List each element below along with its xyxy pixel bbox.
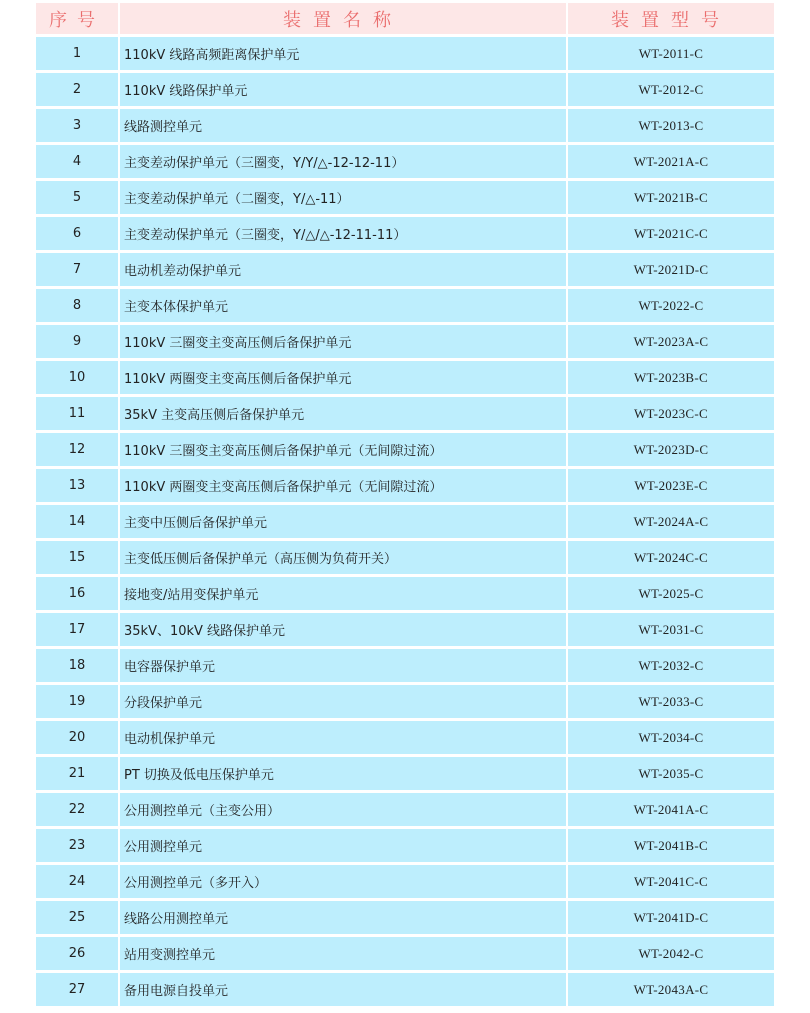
table-row xyxy=(36,73,774,106)
table-row xyxy=(36,433,774,466)
row-device-name: 35kV、10kV 线路保护单元 xyxy=(118,613,566,646)
table-row xyxy=(36,829,774,862)
table-row xyxy=(36,757,774,790)
row-device-model: WT-2024C-C xyxy=(566,541,774,574)
row-device-name: 站用变测控单元 xyxy=(118,937,566,970)
row-serial-number: 17 xyxy=(36,613,118,646)
table-row xyxy=(36,721,774,754)
header-serial-number: 序号 xyxy=(36,3,118,34)
row-device-model: WT-2031-C xyxy=(566,613,774,646)
row-serial-number: 21 xyxy=(36,757,118,790)
table-header-row xyxy=(36,3,774,34)
table-row xyxy=(36,289,774,322)
row-device-name: 110kV 两圈变主变高压侧后备保护单元（无间隙过流） xyxy=(118,469,566,502)
row-device-model: WT-2041A-C xyxy=(566,793,774,826)
row-device-model: WT-2041B-C xyxy=(566,829,774,862)
table-row xyxy=(36,613,774,646)
table-row xyxy=(36,37,774,70)
table-row xyxy=(36,181,774,214)
table-row xyxy=(36,145,774,178)
row-device-name: 主变本体保护单元 xyxy=(118,289,566,322)
row-serial-number: 6 xyxy=(36,217,118,250)
row-serial-number: 20 xyxy=(36,721,118,754)
table-row xyxy=(36,469,774,502)
row-device-name: PT 切换及低电压保护单元 xyxy=(118,757,566,790)
row-device-model: WT-2022-C xyxy=(566,289,774,322)
row-device-name: 主变差动保护单元（三圈变，Y/△/△-12-11-11） xyxy=(118,217,566,250)
table-row xyxy=(36,865,774,898)
row-device-name: 110kV 线路高频距离保护单元 xyxy=(118,37,566,70)
row-serial-number: 9 xyxy=(36,325,118,358)
row-device-name: 35kV 主变高压侧后备保护单元 xyxy=(118,397,566,430)
row-device-name: 线路公用测控单元 xyxy=(118,901,566,934)
row-device-name: 电动机保护单元 xyxy=(118,721,566,754)
row-serial-number: 11 xyxy=(36,397,118,430)
row-device-name: 线路测控单元 xyxy=(118,109,566,142)
row-device-model: WT-2032-C xyxy=(566,649,774,682)
row-device-model: WT-2011-C xyxy=(566,37,774,70)
row-device-model: WT-2043A-C xyxy=(566,973,774,1006)
header-device-model: 装置型号 xyxy=(566,3,774,34)
row-serial-number: 8 xyxy=(36,289,118,322)
table-row xyxy=(36,541,774,574)
row-device-name: 公用测控单元 xyxy=(118,829,566,862)
table-row xyxy=(36,793,774,826)
row-serial-number: 23 xyxy=(36,829,118,862)
row-serial-number: 10 xyxy=(36,361,118,394)
table-row xyxy=(36,937,774,970)
row-device-model: WT-2023A-C xyxy=(566,325,774,358)
device-table xyxy=(36,0,774,1009)
row-device-model: WT-2023D-C xyxy=(566,433,774,466)
header-device-name: 装置名称 xyxy=(118,3,566,34)
row-device-model: WT-2033-C xyxy=(566,685,774,718)
row-device-model: WT-2034-C xyxy=(566,721,774,754)
row-device-model: WT-2023C-C xyxy=(566,397,774,430)
row-serial-number: 13 xyxy=(36,469,118,502)
row-device-model: WT-2021B-C xyxy=(566,181,774,214)
row-device-model: WT-2024A-C xyxy=(566,505,774,538)
row-device-name: 备用电源自投单元 xyxy=(118,973,566,1006)
row-device-model: WT-2021A-C xyxy=(566,145,774,178)
table-row xyxy=(36,397,774,430)
table-row xyxy=(36,505,774,538)
row-serial-number: 26 xyxy=(36,937,118,970)
row-serial-number: 22 xyxy=(36,793,118,826)
row-device-name: 110kV 两圈变主变高压侧后备保护单元 xyxy=(118,361,566,394)
row-serial-number: 7 xyxy=(36,253,118,286)
row-device-model: WT-2041D-C xyxy=(566,901,774,934)
row-device-model: WT-2012-C xyxy=(566,73,774,106)
row-device-model: WT-2042-C xyxy=(566,937,774,970)
table-body xyxy=(36,37,774,1006)
row-serial-number: 15 xyxy=(36,541,118,574)
row-device-name: 公用测控单元（多开入） xyxy=(118,865,566,898)
row-serial-number: 18 xyxy=(36,649,118,682)
row-device-model: WT-2021C-C xyxy=(566,217,774,250)
row-serial-number: 24 xyxy=(36,865,118,898)
row-device-name: 接地变/站用变保护单元 xyxy=(118,577,566,610)
row-serial-number: 4 xyxy=(36,145,118,178)
row-device-name: 主变中压侧后备保护单元 xyxy=(118,505,566,538)
row-serial-number: 27 xyxy=(36,973,118,1006)
row-serial-number: 12 xyxy=(36,433,118,466)
row-serial-number: 16 xyxy=(36,577,118,610)
row-device-name: 主变低压侧后备保护单元（高压侧为负荷开关） xyxy=(118,541,566,574)
table-row xyxy=(36,361,774,394)
row-device-name: 分段保护单元 xyxy=(118,685,566,718)
table-row xyxy=(36,253,774,286)
table-row xyxy=(36,325,774,358)
row-serial-number: 19 xyxy=(36,685,118,718)
row-serial-number: 5 xyxy=(36,181,118,214)
row-device-model: WT-2025-C xyxy=(566,577,774,610)
row-serial-number: 25 xyxy=(36,901,118,934)
row-device-name: 公用测控单元（主变公用） xyxy=(118,793,566,826)
row-device-model: WT-2023E-C xyxy=(566,469,774,502)
row-device-model: WT-2021D-C xyxy=(566,253,774,286)
row-serial-number: 2 xyxy=(36,73,118,106)
table-row xyxy=(36,217,774,250)
row-device-name: 110kV 三圈变主变高压侧后备保护单元（无间隙过流） xyxy=(118,433,566,466)
row-device-model: WT-2035-C xyxy=(566,757,774,790)
row-device-name: 110kV 三圈变主变高压侧后备保护单元 xyxy=(118,325,566,358)
row-device-name: 电动机差动保护单元 xyxy=(118,253,566,286)
table-row xyxy=(36,109,774,142)
row-serial-number: 14 xyxy=(36,505,118,538)
row-device-model: WT-2041C-C xyxy=(566,865,774,898)
row-serial-number: 1 xyxy=(36,37,118,70)
row-device-name: 电容器保护单元 xyxy=(118,649,566,682)
row-device-name: 主变差动保护单元（三圈变，Y/Y/△-12-12-11） xyxy=(118,145,566,178)
row-device-name: 主变差动保护单元（二圈变，Y/△-11） xyxy=(118,181,566,214)
row-device-name: 110kV 线路保护单元 xyxy=(118,73,566,106)
table-row xyxy=(36,901,774,934)
row-device-model: WT-2013-C xyxy=(566,109,774,142)
row-device-model: WT-2023B-C xyxy=(566,361,774,394)
table-row xyxy=(36,577,774,610)
row-serial-number: 3 xyxy=(36,109,118,142)
table-row xyxy=(36,649,774,682)
table-row xyxy=(36,973,774,1006)
table-row xyxy=(36,685,774,718)
